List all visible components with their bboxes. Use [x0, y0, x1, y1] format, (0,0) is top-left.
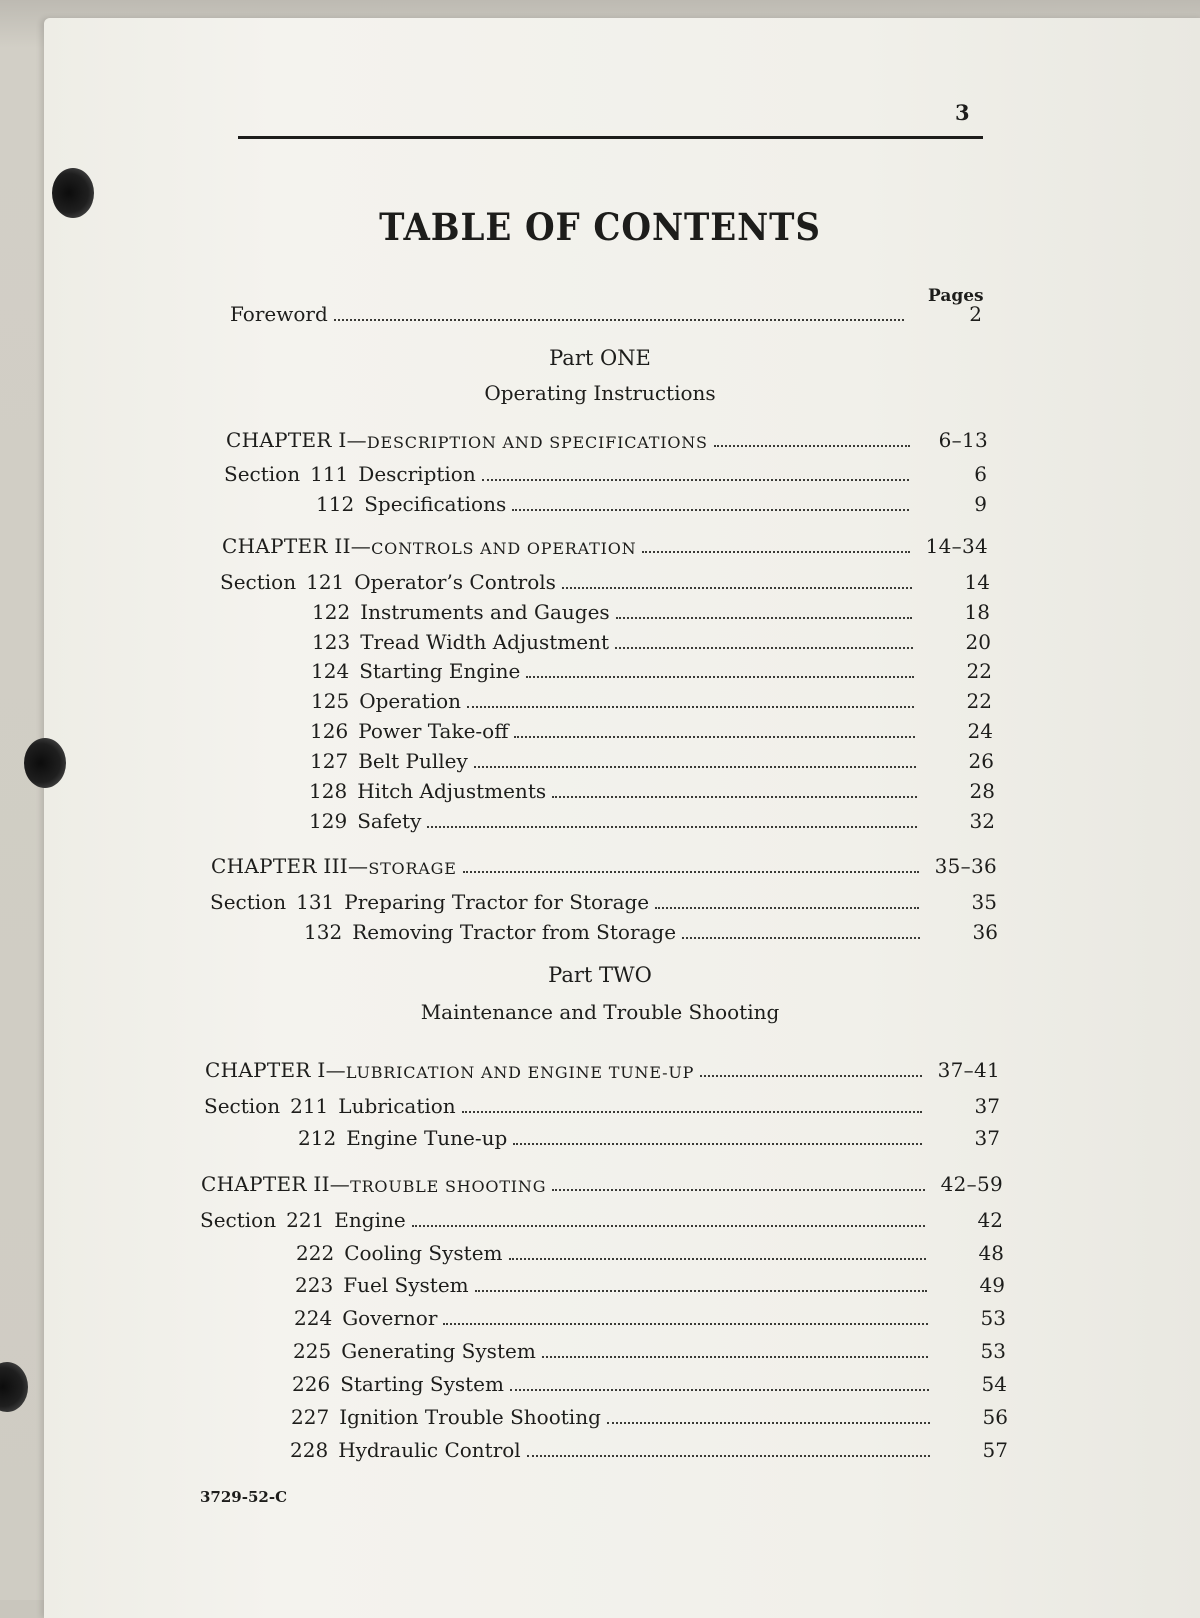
section-number: 122: [312, 600, 351, 624]
toc-section[interactable]: [204, 1090, 1000, 1118]
section-number: 112: [316, 492, 355, 516]
dot-leader: [427, 825, 917, 828]
dot-leader: [562, 586, 912, 589]
page-ref: 37: [974, 1094, 1000, 1118]
chapter-title: STORAGE: [368, 859, 457, 878]
section-label: Section: [204, 1094, 281, 1118]
page-ref: 20: [965, 630, 991, 654]
dot-leader: [682, 936, 920, 939]
page-ref: 26: [968, 749, 994, 773]
toc-section[interactable]: [309, 775, 995, 803]
page-ref: 35: [971, 890, 997, 914]
toc-section[interactable]: [298, 1122, 1000, 1150]
section-name: Engine Tune-up: [346, 1126, 508, 1150]
dot-leader: [642, 550, 910, 553]
section-number: 227: [291, 1405, 330, 1429]
page-ref: 37: [974, 1126, 1000, 1150]
page-ref: 42–59: [940, 1172, 1003, 1196]
page-number: 3: [955, 100, 970, 125]
page-ref: 22: [966, 689, 992, 713]
section-name: Fuel System: [343, 1273, 469, 1297]
page-ref: 53: [980, 1339, 1006, 1363]
part-subtitle: Operating Instructions: [484, 381, 716, 405]
section-number: 126: [310, 719, 349, 743]
dot-leader: [700, 1074, 922, 1077]
section-name: Removing Tractor from Storage: [352, 920, 677, 944]
dot-leader: [542, 1355, 928, 1358]
dot-leader: [655, 906, 919, 909]
chapter-prefix: CHAPTER I—: [226, 428, 367, 452]
part-heading: Part TWO: [548, 963, 652, 987]
dot-leader: [463, 870, 919, 873]
toc-section[interactable]: [290, 1434, 1008, 1462]
toc-section[interactable]: [224, 458, 987, 486]
toc-entry-foreword[interactable]: [230, 298, 982, 326]
toc-section[interactable]: [311, 685, 992, 713]
chapter-prefix: CHAPTER II—: [201, 1172, 351, 1196]
section-name: Generating System: [341, 1339, 536, 1363]
page-ref: 42: [977, 1208, 1003, 1232]
section-label: Section: [210, 890, 287, 914]
toc-section[interactable]: [310, 715, 993, 743]
section-name: Hydraulic Control: [338, 1438, 521, 1462]
section-number: 212: [298, 1126, 337, 1150]
chapter-title: TROUBLE SHOOTING: [350, 1177, 547, 1196]
toc-section[interactable]: [294, 1302, 1006, 1330]
section-number: 121: [306, 570, 345, 594]
document-code: 3729-52-C: [200, 1488, 288, 1506]
toc-section[interactable]: [311, 655, 992, 683]
toc-section[interactable]: [312, 596, 990, 624]
chapter-title: DESCRIPTION AND SPECIFICATIONS: [366, 433, 708, 452]
page-ref: 6–13: [938, 428, 988, 452]
page-ref: 14–34: [925, 534, 988, 558]
page-ref: 22: [966, 659, 992, 683]
page-ref: 35–36: [934, 854, 997, 878]
dot-leader: [443, 1322, 928, 1325]
dot-leader: [334, 318, 904, 321]
chapter-prefix: CHAPTER III—: [211, 854, 369, 878]
foreword-label: Foreword: [230, 302, 328, 326]
dot-leader: [616, 616, 912, 619]
section-number: 226: [292, 1372, 331, 1396]
section-number: 125: [311, 689, 350, 713]
section-number: 132: [304, 920, 343, 944]
page-ref: 57: [982, 1438, 1008, 1462]
dot-leader: [527, 1454, 930, 1457]
section-number: 123: [312, 630, 351, 654]
section-number: 128: [309, 779, 348, 803]
toc-section[interactable]: [309, 805, 995, 833]
section-label: Section: [200, 1208, 277, 1232]
section-name: Operator’s Controls: [354, 570, 556, 594]
section-number: 211: [290, 1094, 329, 1118]
section-number: 224: [294, 1306, 333, 1330]
page-ref: 14: [964, 570, 990, 594]
page-ref: 53: [980, 1306, 1006, 1330]
toc-chapter[interactable]: [226, 424, 988, 452]
chapter-prefix: CHAPTER I—: [205, 1058, 346, 1082]
dot-leader: [552, 795, 917, 798]
section-number: 223: [295, 1273, 334, 1297]
chapter-prefix: CHAPTER II—: [222, 534, 372, 558]
part-heading: Part ONE: [549, 346, 651, 370]
dot-leader: [474, 765, 916, 768]
dot-leader: [615, 646, 913, 649]
section-name: Ignition Trouble Shooting: [339, 1405, 601, 1429]
section-number: 111: [310, 462, 349, 486]
toc-section[interactable]: [292, 1368, 1007, 1396]
section-name: Governor: [342, 1306, 438, 1330]
section-name: Operation: [359, 689, 462, 713]
binder-hole-icon: [24, 738, 66, 788]
section-number: 221: [286, 1208, 325, 1232]
toc-section[interactable]: [295, 1269, 1005, 1297]
section-number: 228: [290, 1438, 329, 1462]
dot-leader: [714, 444, 910, 447]
part-subtitle: Maintenance and Trouble Shooting: [420, 1000, 780, 1024]
section-name: Lubrication: [338, 1094, 456, 1118]
header-rule: [238, 136, 983, 139]
section-name: Engine: [334, 1208, 406, 1232]
section-number: 131: [296, 890, 335, 914]
section-name: Starting Engine: [359, 659, 521, 683]
toc-chapter[interactable]: [222, 530, 988, 558]
toc-section[interactable]: [312, 626, 991, 654]
section-name: Belt Pulley: [358, 749, 468, 773]
page-ref: 56: [982, 1405, 1008, 1429]
toc-section[interactable]: [316, 488, 987, 516]
page-ref: 48: [978, 1241, 1004, 1265]
page-ref: 9: [974, 492, 987, 516]
toc-section[interactable]: [296, 1237, 1004, 1265]
section-name: Safety: [357, 809, 422, 833]
page-ref: 49: [979, 1273, 1005, 1297]
section-name: Power Take-off: [358, 719, 509, 743]
dot-leader: [526, 675, 914, 678]
section-name: Preparing Tractor for Storage: [344, 890, 650, 914]
chapter-title: CONTROLS AND OPERATION: [371, 539, 637, 558]
page-title: TABLE OF CONTENTS: [379, 205, 821, 249]
toc-chapter[interactable]: [211, 850, 997, 878]
dot-leader: [482, 478, 909, 481]
toc-section[interactable]: [220, 566, 990, 594]
page-ref: 37–41: [937, 1058, 1000, 1082]
page-ref: 18: [964, 600, 990, 624]
section-name: Starting System: [340, 1372, 504, 1396]
dot-leader: [552, 1188, 925, 1191]
page-ref: 2: [969, 302, 982, 326]
section-number: 225: [293, 1339, 332, 1363]
section-label: Section: [224, 462, 301, 486]
page-ref: 54: [981, 1372, 1007, 1396]
toc-section[interactable]: [200, 1204, 1003, 1232]
pages-column-header: Pages: [928, 286, 984, 306]
dot-leader: [607, 1421, 930, 1424]
page-ref: 6: [974, 462, 987, 486]
dot-leader: [412, 1224, 925, 1227]
section-number: 129: [309, 809, 348, 833]
dot-leader: [513, 1142, 922, 1145]
toc-section[interactable]: [291, 1401, 1008, 1429]
page-ref: 24: [967, 719, 993, 743]
section-name: Hitch Adjustments: [357, 779, 547, 803]
toc-chapter[interactable]: [205, 1054, 1000, 1082]
page-ref: 32: [969, 809, 995, 833]
chapter-title: LUBRICATION AND ENGINE TUNE-UP: [345, 1063, 695, 1082]
dot-leader: [467, 705, 914, 708]
section-number: 127: [310, 749, 349, 773]
toc-chapter[interactable]: [201, 1168, 1003, 1196]
section-name: Tread Width Adjustment: [360, 630, 610, 654]
toc-section[interactable]: [304, 916, 998, 944]
dot-leader: [512, 508, 909, 511]
dot-leader: [514, 735, 915, 738]
toc-section[interactable]: [310, 745, 994, 773]
section-name: Specifications: [364, 492, 507, 516]
page-ref: 36: [972, 920, 998, 944]
page-ref: 28: [969, 779, 995, 803]
dot-leader: [475, 1289, 927, 1292]
dot-leader: [509, 1257, 926, 1260]
section-name: Cooling System: [344, 1241, 503, 1265]
toc-section[interactable]: [210, 886, 997, 914]
dot-leader: [510, 1388, 929, 1391]
section-number: 222: [296, 1241, 335, 1265]
section-label: Section: [220, 570, 297, 594]
dot-leader: [462, 1110, 922, 1113]
toc-section[interactable]: [293, 1335, 1006, 1363]
section-name: Instruments and Gauges: [360, 600, 610, 624]
section-name: Description: [358, 462, 476, 486]
section-number: 124: [311, 659, 350, 683]
